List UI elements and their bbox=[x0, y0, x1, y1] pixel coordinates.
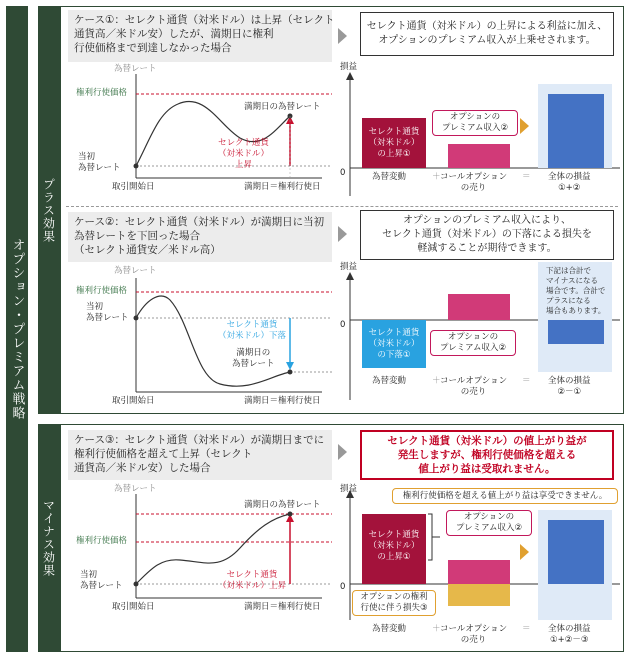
case2-header: ケース②：セレクト通貨（対米ドル）が満期日に当初 為替レートを下回った場合 （セレクト通貨安／米ドル高） bbox=[68, 212, 332, 262]
case1-fx-rate-label: 為替レート bbox=[114, 64, 157, 74]
case2-maturity-rate-label: 満期日の 為替レート bbox=[232, 348, 275, 369]
case2-plus-sign: ＋ bbox=[432, 376, 441, 386]
case3-header: ケース③：セレクト通貨（対米ドル）が満期日までに 権利行使価格を超えて上昇（セレクト 通貨高／米ドル安）した場合 bbox=[68, 430, 332, 480]
case2-call-sell-label: コールオプション の売り bbox=[440, 376, 508, 397]
case1-fx-change-label: 為替変動 bbox=[372, 172, 407, 182]
case2-fx-rate-label: 為替レート bbox=[114, 266, 157, 276]
case2-strike-label: 権利行使価格 bbox=[76, 286, 128, 296]
case3-bar-premium bbox=[448, 560, 510, 584]
case3-bar-loss bbox=[448, 584, 510, 606]
case2-note: 下記は合計で マイナスになる 場合です。合計で プラスになる 場合もあります。 bbox=[546, 266, 606, 315]
case1-maturity-rate-label: 満期日の為替レート bbox=[244, 102, 321, 112]
case3-total-arrow bbox=[520, 544, 529, 560]
case1-zero-label: 0 bbox=[340, 168, 346, 178]
case1-premium-callout: オプションの プレミアム収入② bbox=[432, 110, 518, 136]
case3-start-date-label: 取引開始日 bbox=[112, 602, 155, 612]
case3-zero-label: 0 bbox=[340, 582, 346, 592]
case3-pl-label: 損益 bbox=[340, 484, 358, 494]
case1-strike-label: 権利行使価格 bbox=[76, 88, 128, 98]
case1-bar-fx-label: セレクト通貨 （対米ドル） の上昇① bbox=[368, 126, 420, 159]
case3-rise-label: セレクト通貨 （対米ドル）上昇 bbox=[218, 570, 287, 591]
case3-call-sell-label: コールオプション の売り bbox=[440, 624, 508, 645]
case2-premium-callout: オプションの プレミアム収入② bbox=[430, 330, 516, 356]
case1-header: ケース①：セレクト通貨（対米ドル）は上昇（セレクト 通貨高／米ドル安）したが、満期日に権利 行使価格まで到達しなかった場合 bbox=[68, 10, 332, 62]
case1-summary: セレクト通貨（対米ドル）の上昇による利益に加え、 オプションのプレミアム収入が上乗せされます。 bbox=[360, 12, 614, 56]
case2-bar-fx-label: セレクト通貨 （対米ドル） の下落① bbox=[368, 327, 420, 360]
case3-summary: セレクト通貨（対米ドル）の値上がり益が 発生しますが、権利行使価格を超える 値上がり益は受取れません。 bbox=[360, 430, 614, 480]
case2-total-label: 全体の損益 ②－① bbox=[548, 376, 591, 397]
case3-bar-total bbox=[548, 520, 604, 584]
case1-rise-label: セレクト通貨 （対米ドル） 上昇 bbox=[218, 138, 270, 170]
case2-initial-rate-label: 当初 為替レート bbox=[86, 302, 129, 323]
case3-equals-sign: ＝ bbox=[522, 624, 531, 634]
case2-summary: オプションのプレミアム収入により、 セレクト通貨（対米ドル）の下落による損失を 軽減することが期待できます。 bbox=[360, 210, 614, 260]
case3-total-label: 全体の損益 ①+②－③ bbox=[548, 624, 591, 645]
case1-total-label: 全体の損益 ①+② bbox=[548, 172, 591, 193]
case1-call-sell-label: コールオプション の売り bbox=[440, 172, 508, 193]
case2-fx-change-label: 為替変動 bbox=[372, 376, 407, 386]
case3-maturity-label: 満期日＝権利行使日 bbox=[244, 602, 321, 612]
case1-equals-sign: ＝ bbox=[522, 172, 531, 182]
case1-start-date-label: 取引開始日 bbox=[112, 182, 155, 192]
case3-plus-sign: ＋ bbox=[432, 624, 441, 634]
case3-initial-rate-label: 当初 為替レート bbox=[80, 570, 123, 591]
case3-fx-change-label: 為替変動 bbox=[372, 624, 407, 634]
case2-maturity-label: 満期日＝権利行使日 bbox=[244, 396, 321, 406]
case2-equals-sign: ＝ bbox=[522, 376, 531, 386]
case3-strike-label: 権利行使価格 bbox=[76, 536, 128, 546]
case1-maturity-label: 満期日＝権利行使日 bbox=[244, 182, 321, 192]
minus-effect-label: マイナス効果 bbox=[38, 424, 60, 652]
case3-fx-rate-label: 為替レート bbox=[114, 484, 157, 494]
case2-pl-label: 損益 bbox=[340, 262, 358, 272]
case3-loss-callout: オプションの権利 行使に伴う損失③ bbox=[352, 590, 436, 616]
case3-premium-callout: オプションの プレミアム収入② bbox=[446, 510, 532, 536]
case2-start-date-label: 取引開始日 bbox=[112, 396, 155, 406]
plus-effect-label: プラス効果 bbox=[38, 6, 60, 414]
case1-initial-rate-label: 当初 為替レート bbox=[78, 152, 121, 173]
case1-plus-sign: ＋ bbox=[432, 172, 441, 182]
case2-zero-label: 0 bbox=[340, 320, 346, 330]
case2-fall-label: セレクト通貨 （対米ドル）下落 bbox=[218, 320, 287, 341]
case3-maturity-rate-label: 満期日の為替レート bbox=[244, 500, 321, 510]
case1-pl-label: 損益 bbox=[340, 62, 358, 72]
case3-excess-callout: 権利行使価格を超える値上がり益は享受できません。 bbox=[392, 488, 618, 504]
case3-bar-fx-label: セレクト通貨 （対米ドル） の上昇① bbox=[368, 529, 420, 562]
strategy-title: オプション・プレミアム戦略 bbox=[6, 6, 28, 652]
